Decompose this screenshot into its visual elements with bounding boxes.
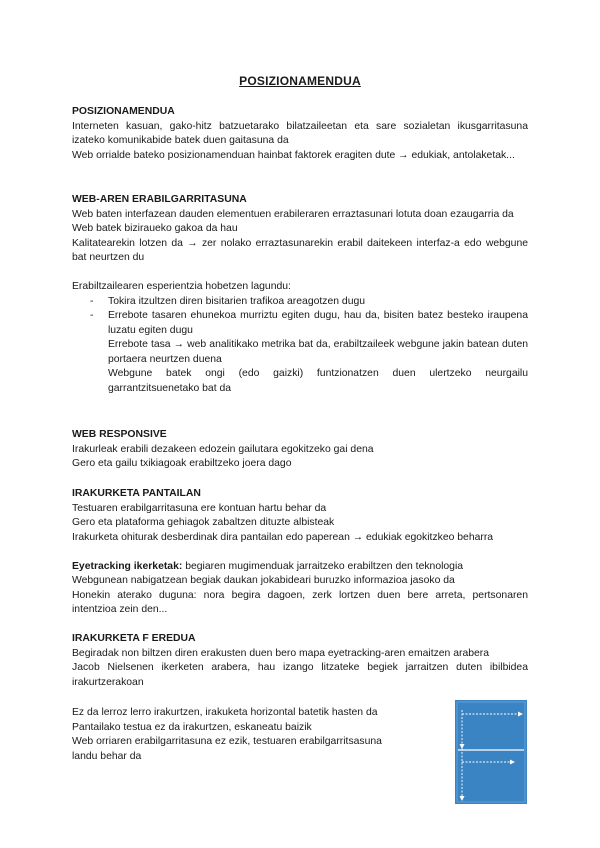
f-pattern-diagram-icon [455,700,527,804]
list-item: - Errebote tasaren ehunekoa murriztu egiten dugu, hau da, bisiten batez besteko iraupena luzatu egiten dugu [90,310,528,336]
sub-paragraph: Webgune batek ongi (edo gaizki) funtzionatzen duen ulertzeko neurgailu garrantzitsuenetako bat da [108,368,528,394]
section-erabilgarritasuna [72,193,528,396]
paragraph: Web orrialde bateko posizionamenduan hainbat faktorek eragiten dute → edukiak, antolaketak... [72,149,515,161]
section-posizionamendua [72,105,528,163]
section-f-eredua [72,632,528,690]
list-item: - Tokira itzultzen diren bisitarien trafikoa areagotzen dugu [90,295,366,307]
paragraph: Web baten interfazean dauden elementuen erabileraren erraztasunari lotuta doan ezaugarria da [72,208,514,220]
section-heading: WEB RESPONSIVE [72,429,167,440]
section-irakurketa-pantailan [72,487,528,618]
section-heading: IRAKURKETA PANTAILAN [72,488,201,499]
section-heading: IRAKURKETA F EREDUA [72,633,196,644]
section-f-eredua-text [72,706,402,764]
section-heading: POSIZIONAMENDUA [72,106,175,117]
paragraph: Webgunean nabigatzean begiak daukan jokabideari buruzko informazioa jasoko da [72,575,455,586]
paragraph: Irakurleak erabili dezakeen edozein gailutara egokitzeko gai dena [72,443,374,455]
paragraph: Begiradak non biltzen diren erakusten duen bero mapa eyetracking-aren emaitzen arabera [72,647,490,659]
paragraph: Jacob Nielsenen ikerketen arabera, hau izango litzateke begiek jarraitzen duten ibilbidea irakurtzerakoan [72,662,528,688]
paragraph: Web batek biziraueko gakoa da hau [72,223,238,234]
eyetracking-label: Eyetracking ikerketak: [72,560,183,572]
section-web-responsive [72,428,528,472]
list-item-text: Errebote tasaren ehunekoa murriztu egiten dugu, hau da, bisiten batez besteko iraupena luzatu egiten dugu [108,310,528,336]
paragraph: Web orriaren erabilgarritasuna ez ezik, testuaren erabilgarritsasuna landu behar da [72,736,382,762]
paragraph: Honekin aterako duguna: nora begira dagoen, zerk lortzen duen bere arreta, pertsonaren intentzioa zein den... [72,589,528,615]
paragraph: Erabiltzailearen esperientzia hobetzen lagundu: [72,281,291,292]
paragraph: Pantailako testua ez da irakurtzen, eskaneatu baizik [72,721,312,733]
sub-paragraph: Errebote tasa → web analitikako metrika bat da, erabiltzaileek webgune jakin batean duten portaera neurtzen duena [108,339,528,365]
paragraph: Gero eta gailu txikiagoak erabiltzeko joera dago [72,458,292,469]
paragraph: Ez da lerroz lerro irakurtzen, irakuketa horizontal batetik hasten da [72,707,378,718]
paragraph [72,560,528,575]
paragraph: Gero eta plataforma gehiagok zabaltzen dituzte albisteak [72,517,335,528]
paragraph: Irakurketa ohiturak desberdinak dira pantailan edo paperean → edukiak egokitzkeo beharra [72,531,494,543]
page-title: POSIZIONAMENDUA [239,74,361,88]
section-heading: WEB-AREN ERABILGARRITASUNA [72,194,247,205]
eyetracking-text: begiaren mugimenduak jarraitzeko erabiltzen den teknologia [182,560,464,572]
list-item-text: Tokira itzultzen diren bisitarien trafikoa areagotzen dugu [108,295,366,307]
paragraph: Interneten kasuan, gako-hitz batzuetarako bilatzaileetan eta sare sozialetan ikusgarritasuna izateko komunikabide batek duen gaitasuna da [72,120,528,146]
paragraph: Kalitatearekin lotzen da → zer nolako erraztasunarekin erabil daitekeen interfaz-a edo webgune bat neurtzen du [72,237,528,263]
paragraph: Testuaren erabilgarritasuna ere kontuan hartu behar da [72,502,327,514]
